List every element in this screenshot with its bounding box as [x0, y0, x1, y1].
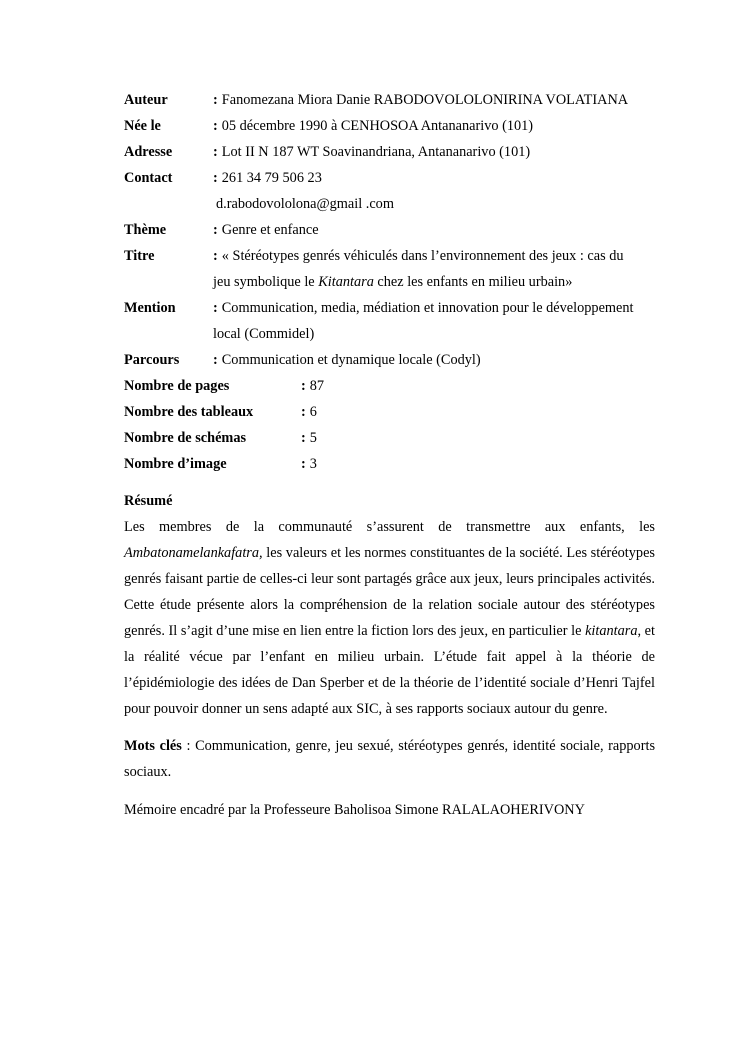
images-value: 3	[309, 456, 317, 472]
nee-label: Née le	[124, 118, 161, 134]
parcours-label: Parcours	[124, 352, 180, 368]
pages-value: 87	[309, 378, 325, 394]
supervisor-line: Mémoire encadré par la Professeure Baholisoa Simone RALALAOHERIVONY	[124, 802, 585, 818]
titre-italic: Kitantara	[318, 274, 374, 290]
contact-label: Contact	[124, 170, 173, 186]
pages-row	[124, 373, 655, 399]
mots-cles	[124, 733, 655, 785]
auteur-row	[124, 87, 655, 113]
colon: :	[301, 404, 306, 420]
resume-italic-1: Ambatonamelankafatra,	[124, 545, 263, 561]
colon: :	[213, 248, 218, 264]
images-row	[124, 451, 655, 477]
parcours-value: Communication et dynamique locale (Codyl)	[221, 352, 481, 368]
tableaux-row	[124, 399, 655, 425]
tableaux-label: Nombre des tableaux	[124, 404, 254, 420]
nee-row	[124, 113, 655, 139]
mots-cles-label: Mots clés	[124, 738, 182, 754]
images-label: Nombre d’image	[124, 456, 227, 472]
schemas-label: Nombre de schémas	[124, 430, 247, 446]
resume-paragraph: Les membres de la communauté s’assurent de transmettre aux enfants, les Ambatonamelankafatra, les valeurs et les normes constituantes de la société. Les stéréotypes genrés faisant partie de celles-ci leur sont partagés grâce aux jeux, leurs principales activités. Cette étude présente alors la compréhension de la relation sociale autour des stéréotypes genrés. Il s’agit d’une mise en lien entre la fiction lors des jeux, en particulier le kitantara, et la réalité vécue par l’enfant en milieu urbain. L’étude fait appel à la théorie de l’épidémiologie des idées de Dan Sperber et de la théorie de l’identité sociale d’Henri Tajfel pour pouvoir donner un sens adapté aux SIC, à ses rapports sociaux autour du genre.	[124, 519, 655, 717]
parcours-row	[124, 347, 655, 373]
titre-line2: jeu symbolique le Kitantara chez les enfants en milieu urbain»	[213, 274, 573, 290]
colon: :	[213, 300, 218, 316]
schemas-row	[124, 425, 655, 451]
contact-phone: 261 34 79 506 23	[221, 170, 322, 186]
mention-label: Mention	[124, 300, 176, 316]
colon: :	[301, 430, 306, 446]
nee-value: 05 décembre 1990 à CENHOSOA Antananarivo (101)	[221, 118, 534, 134]
mention-line2: local (Commidel)	[213, 326, 315, 342]
mots-cles-value: Communication, genre, jeu sexué, stéréotypes genrés, identité sociale, rapports sociaux.	[124, 738, 656, 780]
auteur-label: Auteur	[124, 92, 168, 108]
colon: :	[213, 352, 218, 368]
theme-row	[124, 217, 655, 243]
colon: :	[213, 144, 218, 160]
colon: :	[186, 738, 191, 754]
colon: :	[301, 456, 306, 472]
theme-value: Genre et enfance	[221, 222, 319, 238]
colon: :	[213, 118, 218, 134]
contact-row	[124, 165, 655, 191]
adresse-row	[124, 139, 655, 165]
titre-line1: « Stéréotypes genrés véhiculés dans l’environnement des jeux : cas du	[221, 248, 624, 264]
colon: :	[301, 378, 306, 394]
mention-line1: Communication, media, médiation et innovation pour le développement	[221, 300, 634, 316]
contact-email: d.rabodovololona@gmail .com	[216, 196, 394, 212]
colon: :	[213, 222, 218, 238]
document-page	[124, 87, 655, 823]
mention-row	[124, 295, 655, 321]
colon: :	[213, 170, 218, 186]
colon: :	[213, 92, 218, 108]
resume-title: Résumé	[124, 493, 173, 509]
tableaux-value: 6	[309, 404, 317, 420]
titre-label: Titre	[124, 248, 155, 264]
auteur-value: Fanomezana Miora Danie RABODOVOLOLONIRINA VOLATIANA	[221, 92, 629, 108]
resume-italic-2: kitantara	[585, 623, 638, 639]
titre-row	[124, 243, 655, 269]
pages-label: Nombre de pages	[124, 378, 230, 394]
theme-label: Thème	[124, 222, 167, 238]
adresse-value: Lot II N 187 WT Soavinandriana, Antananarivo (101)	[221, 144, 531, 160]
adresse-label: Adresse	[124, 144, 173, 160]
schemas-value: 5	[309, 430, 317, 446]
